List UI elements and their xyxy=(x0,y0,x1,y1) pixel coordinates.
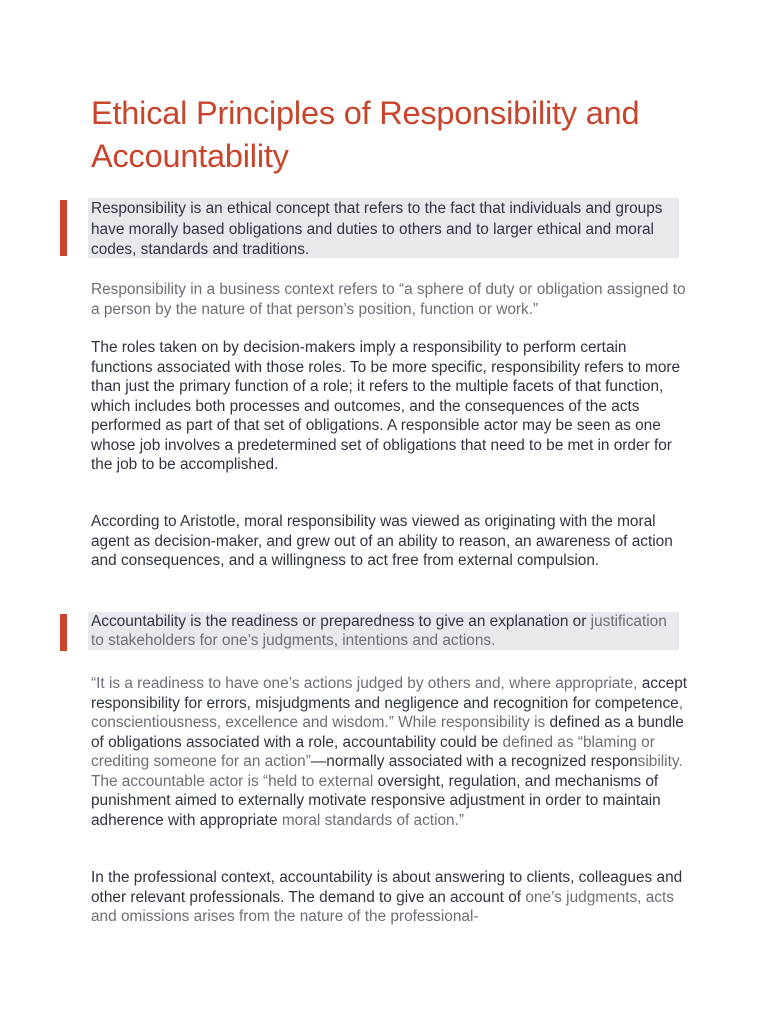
paragraph-aristotle: According to Aristotle, moral responsibility was viewed as originating with the moral agent as decision-maker, and grew out of an ability to reason, an awareness of action and consequences, and a willingness to act free from external compulsion. xyxy=(91,513,673,569)
paragraph-readiness xyxy=(91,674,691,830)
readiness-text-1: “It is a readiness to have one’s actions judged by others and, where appropriate, xyxy=(91,675,638,692)
readiness-text-3: , conscientiousness, excellence and wisdom.” While responsibility is xyxy=(91,694,684,731)
professional-text-2: one’s judgments, acts and omissions arises from the nature of the professional- xyxy=(91,888,674,925)
callout-accountability-part1: Accountability is the readiness or preparedness to give an explanation or xyxy=(91,613,587,630)
callout-accountability-part2: justification to stakeholders for one’s judgments, intentions and actions. xyxy=(91,613,667,649)
paragraph-professional xyxy=(91,868,691,927)
readiness-text-8: oversight, regulation, and mechanisms of punishment aimed to externally motivate responsive adjustment in order to maintain adherence with appropriate xyxy=(91,772,661,829)
page-title: Ethical Principles of Responsibility and Accountability xyxy=(91,95,640,174)
paragraph-roles: The roles taken on by decision-makers imply a responsibility to perform certain functions associated with those roles. To be more specific, responsibility refers to more than just the primary function of a role; it refers to the multiple facets of that function, which includes both processes and outcomes, and the consequences of the acts performed as part of that set of obligations. A responsible actor may be seen as one whose job involves a predetermined set of obligations that need to be met in order for the job to be accomplished. xyxy=(91,339,681,473)
readiness-text-7: sibility. The accountable actor is “held to external xyxy=(91,753,683,790)
readiness-text-4: defined as a bundle of obligations associated with a role, accountability could be xyxy=(91,714,684,751)
professional-text-1: In the professional context, accountability is about answering to clients, colleagues and other relevant professionals. The demand to give an account of xyxy=(91,869,683,906)
readiness-text-9: moral standards of action.” xyxy=(281,811,465,829)
readiness-text-6: —normally associated with a recognized respon xyxy=(310,753,638,770)
readiness-text-5: defined as “blaming or crediting someone for an action” xyxy=(91,733,655,770)
readiness-text-2: accept responsibility for errors, misjudgments and negligence and recognition for competence xyxy=(91,675,688,712)
paragraph-business-context: Responsibility in a business context refers to “a sphere of duty or obligation assigned to a person by the nature of that person’s position, function or work.” xyxy=(91,281,686,318)
callout-responsibility: Responsibility is an ethical concept that refers to the fact that individuals and groups have morally based obligations and duties to others and to larger ethical and moral codes, standards and traditions. xyxy=(88,198,679,258)
callout-accent-bar xyxy=(60,200,67,256)
callout-accountability xyxy=(88,612,679,650)
callout-accent-bar xyxy=(60,614,67,651)
